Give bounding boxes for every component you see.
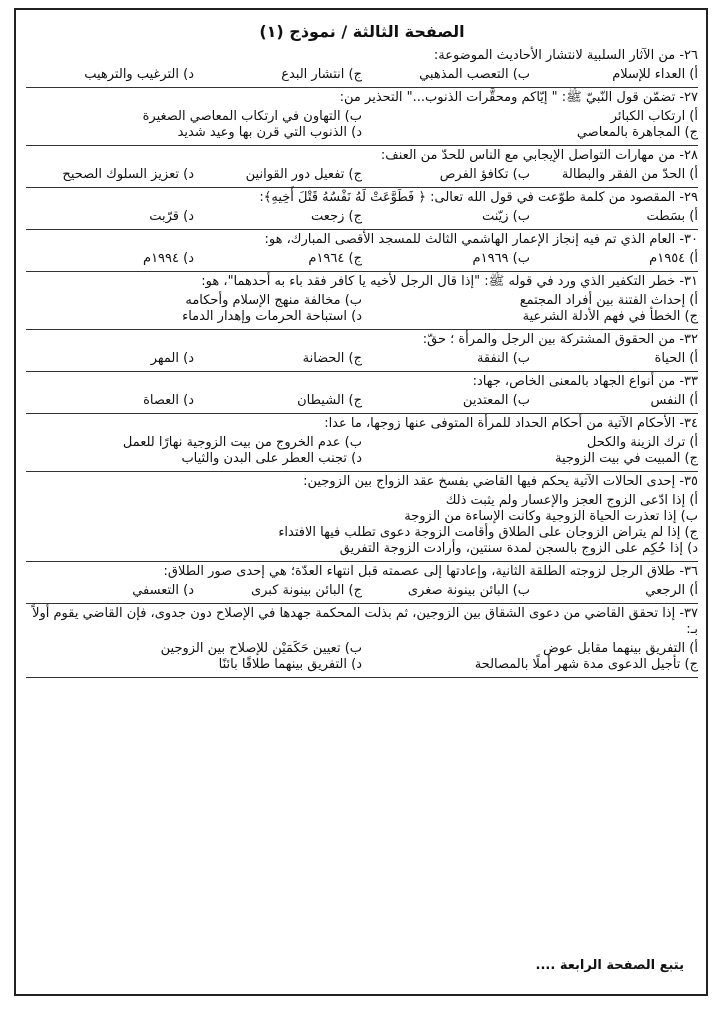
answer-option[interactable]: أ) ارتكاب الكبائر [610,109,698,124]
answer-option[interactable]: أ) العداء للإسلام [612,67,698,82]
question-item [26,604,698,678]
question-stem: ٣٢- من الحقوق المشتركة بين الرجل والمرأة ؛ حقّ: [422,332,698,347]
question-item [26,414,698,472]
answer-option[interactable]: ب) زيّنت [481,209,530,224]
answer-option[interactable]: ب) إذا تعذرت الحياة الزوجية وكانت الإساءة من الزوجة [404,509,698,524]
answer-options [26,348,698,369]
question-list [26,46,698,678]
question-item [26,472,698,562]
question-item [26,272,698,330]
answer-option[interactable]: ب) ١٩٦٩م [472,251,530,266]
question-stem: ٣٧- إذا تحقق القاضي من دعوى الشقاق بين الزوجين، ثم بذلت المحكمة جهدها في الإصلاح دون جدوى، فإن القاضي يقوم أولاً بـ: [32,606,698,637]
answer-option[interactable]: د) إذا حُكِم على الزوج بالسجن لمدة سنتين، وأرادت الزوجة التفريق [339,541,698,556]
answer-option[interactable]: أ) بسَطت [646,209,698,224]
answer-option[interactable]: د) تجنب العطر على البدن والثياب [181,451,362,466]
answer-option[interactable]: أ) ترك الزينة والكحل [586,435,698,450]
question-item [26,330,698,372]
answer-option[interactable]: د) العصاة [143,393,194,408]
exam-page [26,24,698,678]
answer-option[interactable]: ب) تكافؤ الفرص [439,167,530,182]
question-stem: ٣١- خطر التكفير الذي ورد في قوله ﷺ: "إذا قال الرجل لأخيه يا كافر فقد باء به أحدهما"، هو: [201,274,698,289]
question-stem: ٢٦- من الآثار السلبية لانتشار الأحاديث الموضوعة: [433,48,698,63]
question-stem: ٣٥- إحدى الحالات الآتية يحكم فيها القاضي بفسخ عقد الزواج بين الزوجين: [303,474,698,489]
answer-option[interactable]: ب) تعيين حَكَمَيْن للإصلاح بين الزوجين [160,641,362,656]
answer-option[interactable]: أ) الحدّ من الفقر والبطالة [561,167,698,182]
answer-option[interactable]: أ) إحداث الفتنة بين أفراد المجتمع [519,293,698,308]
question-item [26,188,698,230]
answer-option[interactable]: أ) ١٩٥٤م [649,251,698,266]
answer-option[interactable]: د) ١٩٩٤م [143,251,194,266]
answer-option[interactable]: ب) البائن بينونة صغرى [407,583,530,598]
question-item [26,372,698,414]
question-stem: ٣٣- من أنواع الجهاد بالمعنى الخاص، جهاد: [472,374,698,389]
answer-option[interactable]: ب) المعتدين [462,393,530,408]
question-stem: ٢٨- من مهارات التواصل الإيجابي مع الناس للحدّ من العنف: [380,148,698,163]
answer-option[interactable]: أ) إذا ادّعى الزوج العجز والإعسار ولم يثبت ذلك [445,493,698,508]
answer-option[interactable]: ج) تفعيل دور القوانين [245,167,362,182]
answer-option[interactable]: ب) عدم الخروج من بيت الزوجية نهارًا للعمل [122,435,362,450]
question-item [26,46,698,88]
answer-option[interactable]: ج) البائن بينونة كبرى [250,583,362,598]
answer-option[interactable]: ج) المجاهرة بالمعاصي [576,125,698,140]
answer-option[interactable]: د) قرّبت [149,209,194,224]
answer-option[interactable]: د) الذنوب التي قرن بها وعيد شديد [177,125,362,140]
answer-option[interactable]: أ) النفس [650,393,698,408]
answer-option[interactable]: ج) زجعت [311,209,362,224]
answer-option[interactable]: د) التفريق بينهما طلاقًا بائنًا [218,657,362,672]
answer-option[interactable]: د) استباحة الحرمات وإهدار الدماء [182,309,362,324]
answer-options [26,164,698,185]
answer-options [26,106,698,143]
answer-options [26,290,698,327]
answer-option[interactable]: ج) ١٩٦٤م [308,251,362,266]
answer-option[interactable]: أ) الحياة [654,351,698,366]
answer-option[interactable]: ب) النفقة [476,351,530,366]
answer-option[interactable]: ب) مخالفة منهج الإسلام وأحكامه [185,293,362,308]
question-item [26,230,698,272]
question-item [26,562,698,604]
continue-note: يتبع الصفحة الرابعة .... [535,958,684,973]
question-item [26,146,698,188]
question-item [26,88,698,146]
answer-option[interactable]: د) الترغيب والترهيب [84,67,194,82]
question-stem: ٣٤- الأحكام الآتية من أحكام الحداد للمرأة المتوفى عنها زوجها، ما عدا: [324,416,698,431]
answer-option[interactable]: ب) التهاون في ارتكاب المعاصي الصغيرة [142,109,362,124]
answer-options [26,580,698,601]
page-title: الصفحة الثالثة / نموذج (١) [259,22,465,41]
answer-options [26,490,698,559]
answer-options [26,206,698,227]
answer-options [26,432,698,469]
answer-options [26,390,698,411]
answer-option[interactable]: أ) الرجعي [645,583,698,598]
answer-option[interactable]: ج) الخطأ في فهم الأدلة الشرعية [522,309,698,324]
answer-option[interactable]: د) التعسفي [132,583,194,598]
answer-option[interactable]: ج) المبيت في بيت الزوجية [555,451,698,466]
answer-option[interactable]: د) تعزيز السلوك الصحيح [62,167,194,182]
answer-option[interactable]: ج) انتشار البدع [281,67,362,82]
answer-option[interactable]: ج) الحضانة [302,351,362,366]
answer-option[interactable]: ج) تأجيل الدعوى مدة شهر أملًا بالمصالحة [474,657,698,672]
answer-option[interactable]: د) المهر [150,351,194,366]
answer-option[interactable]: ج) إذا لم يتراض الزوجان على الطلاق وأقامت الزوجة دعوى تطلب فيها الافتداء [278,525,698,540]
answer-option[interactable]: ج) الشيطان [297,393,362,408]
question-stem: ٣٠- العام الذي تم فيه إنجاز الإعمار الهاشمي الثالث للمسجد الأقصى المبارك، هو: [264,232,698,247]
answer-options [26,248,698,269]
question-stem: ٣٦- طلاق الرجل لزوجته الطلقة الثانية، وإعادتها إلى عصمته قبل انتهاء العدّة؛ هي إحدى صور الطلاق: [163,564,698,579]
question-stem: ٢٧- تضمّن قول النّبيّ ﷺ: " إيّاكم ومحقَّرات الذنوب..." التحذير من: [339,90,698,105]
question-stem: ٢٩- المقصود من كلمة طوّعت في قول الله تعالى: ﴿ فَطَوَّعَتْ لَهُ نَفْسُهُ قَتْلَ أَخِيهِ﴾: [259,190,698,205]
answer-option[interactable]: أ) التفريق بينهما مقابل عوض [542,641,698,656]
answer-options [26,64,698,85]
answer-options [26,638,698,675]
answer-option[interactable]: ب) التعصب المذهبي [419,67,530,82]
